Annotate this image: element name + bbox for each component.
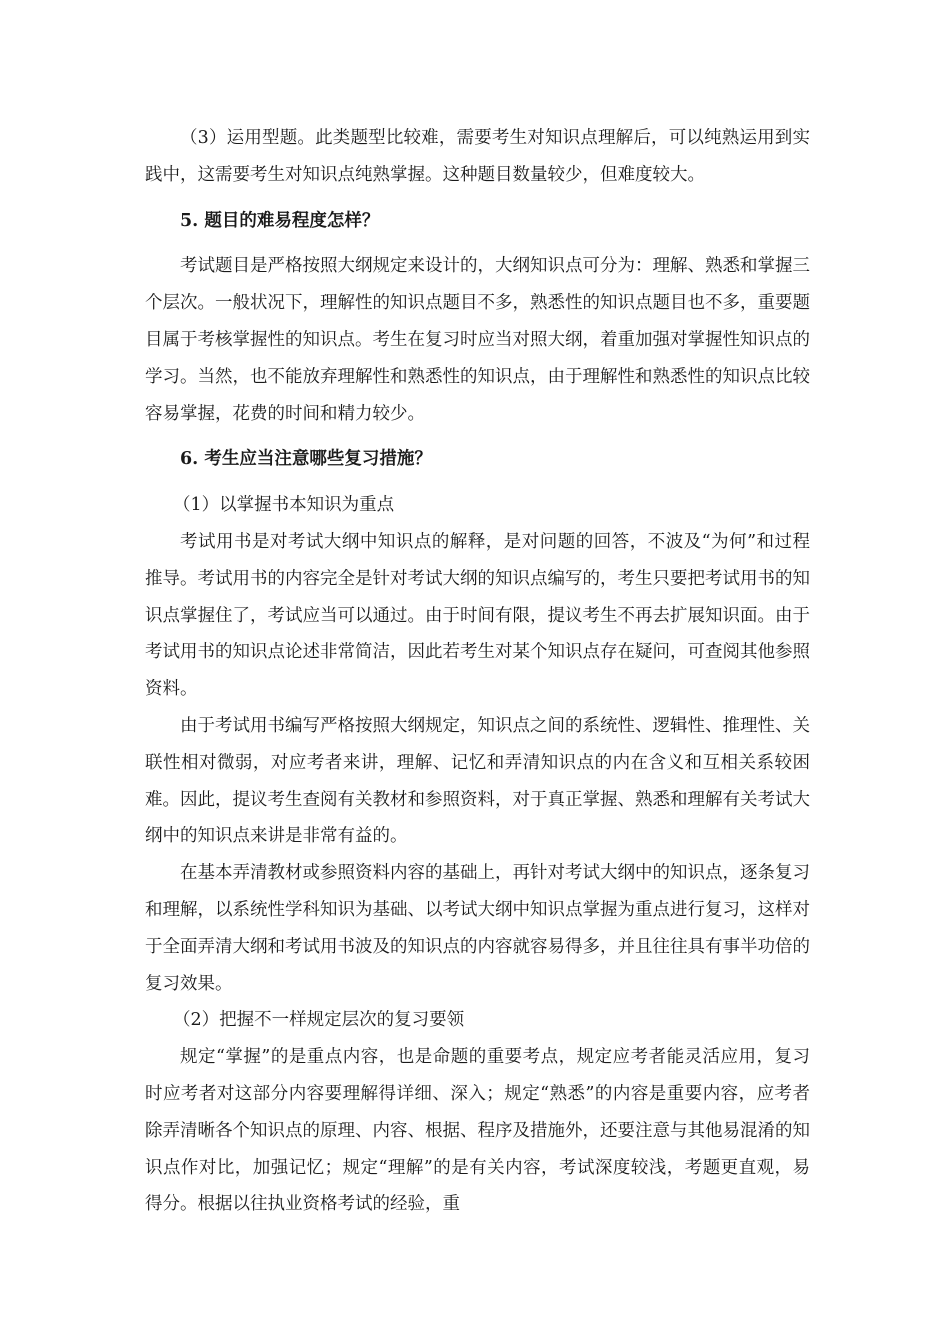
paragraph-reference-materials: 由于考试用书编写严格按照大纲规定，知识点之间的系统性、逻辑性、推理性、关联性相对微弱，对应考者来讲，理解、记忆和弄清知识点的内在含义和互相关系较困难。因此，提议考生查阅有关教材和参照资料，对于真正掌握、熟悉和理解有关考试大纲中的知识点来讲是非常有益的。 [145, 715, 810, 847]
section-heading-5: 5. 题目的难易程度怎样？ [180, 210, 380, 231]
subheading-textbook-focus: （1）以掌握书本知识为重点 [173, 495, 395, 516]
paragraph-level-requirements: 规定“掌握”的是重点内容，也是命题的重要考点，规定应考者能灵活应用，复习时应考者对这部分内容要理解得详细、深入；规定“熟悉”的内容是重要内容，应考者除弄清晰各个知识点的原理、内容、根据、程序及措施外，还要注意与其他易混淆的知识点作对比，加强记忆；规定“理解”的是有关内容，考试深度较浅，考题更直观，易得分。根据以往执业资格考试的经验，重 [145, 1047, 810, 1215]
paragraph-review-method: 在基本弄清教材或参照资料内容的基础上，再针对考试大纲中的知识点，逐条复习和理解，以系统性学科知识为基础、以考试大纲中知识点掌握为重点进行复习，这样对于全面弄清大纲和考试用书波及的知识点的内容就容易得多，并且往往具有事半功倍的复习效果。 [145, 863, 810, 994]
paragraph-difficulty: 考试题目是严格按照大纲规定来设计的，大纲知识点可分为：理解、熟悉和掌握三个层次。一般状况下，理解性的知识点题目不多，熟悉性的知识点题目也不多，重要题目属于考核掌握性的知识点。考生在复习时应当对照大纲，着重加强对掌握性知识点的学习。当然，也不能放弃理解性和熟悉性的知识点，由于理解性和熟悉性的知识点比较容易掌握，花费的时间和精力较少。 [145, 256, 810, 424]
paragraph-textbook-explanation: 考试用书是对考试大纲中知识点的解释，是对问题的回答，不波及“为何”和过程推导。考试用书的内容完全是针对考试大纲的知识点编写的，考生只要把考试用书的知识点掌握住了，考试应当可以通过。由于时间有限，提议考生不再去扩展知识面。由于考试用书的知识点论述非常简洁，因此若考生对某个知识点存在疑问，可查阅其他参照资料。 [145, 531, 810, 700]
section-heading-6: 6. 考生应当注意哪些复习措施？ [180, 449, 432, 470]
paragraph-application-questions: （3）运用型题。此类题型比较难，需要考生对知识点理解后，可以纯熟运用到实践中，这需要考生对知识点纯熟掌握。这种题目数量较少，但难度较大。 [145, 128, 810, 185]
subheading-review-levels: （2）把握不一样规定层次的复习要领 [173, 1010, 465, 1031]
document-body [145, 120, 810, 1223]
